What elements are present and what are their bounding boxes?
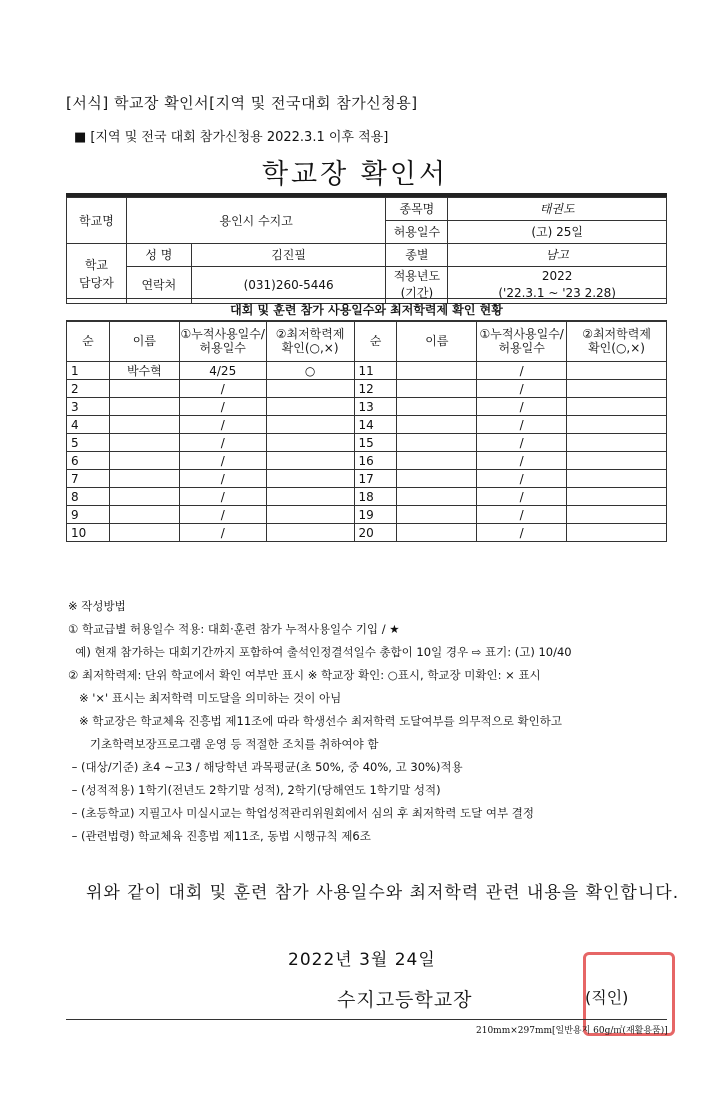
col-days-left: ①누적사용일수/ 허용일수: [179, 321, 266, 362]
cell-l-name: [109, 524, 179, 542]
cell-l-no: 3: [67, 398, 110, 416]
cell-r-days: /: [477, 416, 567, 434]
cell-r-name: [397, 488, 477, 506]
col-days-right: ①누적사용일수/ 허용일수: [477, 321, 567, 362]
instruction-line: 예) 현재 참가하는 대회기간까지 포함하여 출석인정결석일수 총합이 10일 경우 ⇨ 표기: (고) 10/40: [68, 645, 572, 659]
table-row: [67, 434, 667, 452]
cell-r-no: 17: [354, 470, 397, 488]
instruction-line: ② 최저학력제: 단위 학교에서 확인 여부만 표시 ※ 학교장 확인: ○표시, 학교장 미확인: × 표시: [68, 668, 541, 682]
cell-l-days: /: [179, 452, 266, 470]
bottom-rule: [66, 1019, 667, 1020]
cell-l-days: 4/25: [179, 362, 266, 380]
cell-l-no: 4: [67, 416, 110, 434]
cell-r-name: [397, 416, 477, 434]
cell-r-days: /: [477, 470, 567, 488]
instruction-line: ※ 작성방법: [68, 599, 126, 613]
gender-label: 종별: [386, 244, 448, 267]
table-header-row: [67, 321, 667, 362]
cell-l-days: /: [179, 524, 266, 542]
name-value: 김진필: [191, 244, 386, 267]
table-row: [67, 398, 667, 416]
table-row: [67, 416, 667, 434]
cell-r-no: 12: [354, 380, 397, 398]
contact-label: 연락처: [126, 267, 191, 304]
instruction-line: – (성적적용) 1학기(전년도 2학기말 성적), 2학기(당해연도 1학기말 성적): [68, 783, 441, 797]
cell-l-no: 8: [67, 488, 110, 506]
cell-l-days: /: [179, 488, 266, 506]
instructions: [68, 595, 678, 848]
cell-l-no: 9: [67, 506, 110, 524]
cell-r-name: [397, 434, 477, 452]
cell-l-check: ○: [266, 362, 354, 380]
cell-l-days: /: [179, 470, 266, 488]
table-row: [67, 524, 667, 542]
cell-r-name: [397, 362, 477, 380]
cell-r-days: /: [477, 506, 567, 524]
cell-r-days: /: [477, 434, 567, 452]
cell-r-no: 13: [354, 398, 397, 416]
cell-l-check: [266, 506, 354, 524]
cell-r-name: [397, 380, 477, 398]
cell-r-check: [567, 488, 667, 506]
name-label: 성 명: [126, 244, 191, 267]
cell-r-name: [397, 470, 477, 488]
cell-r-check: [567, 434, 667, 452]
allowed-days-label: 허용일수: [386, 221, 448, 244]
allowed-days-value: (고) 25일: [448, 221, 667, 244]
seal-label: (직인): [585, 988, 629, 1007]
period-value: ('22.3.1 ~ '23 2.28): [498, 286, 616, 300]
cell-r-name: [397, 506, 477, 524]
cell-r-name: [397, 524, 477, 542]
cell-l-no: 5: [67, 434, 110, 452]
cell-r-days: /: [477, 380, 567, 398]
cell-r-days: /: [477, 524, 567, 542]
cell-r-check: [567, 416, 667, 434]
cell-l-check: [266, 470, 354, 488]
cell-r-check: [567, 398, 667, 416]
cell-l-no: 7: [67, 470, 110, 488]
cell-r-name: [397, 452, 477, 470]
year-value: 2022: [541, 269, 573, 283]
instruction-line: ※ 학교장은 학교체육 진흥법 제11조에 따라 학생선수 최저학력 도달여부를 의무적으로 확인하고: [68, 714, 562, 728]
col-check-left: ②최저학력제 확인(○,×): [266, 321, 354, 362]
cell-l-check: [266, 524, 354, 542]
school-head: 수지고등학교장: [337, 989, 473, 1011]
col-no-right: 순: [354, 321, 397, 362]
col-no-left: 순: [67, 321, 110, 362]
cell-l-no: 2: [67, 380, 110, 398]
cell-r-days: /: [477, 398, 567, 416]
cell-l-name: [109, 452, 179, 470]
table-row: [67, 452, 667, 470]
contact-value: (031)260-5446: [191, 267, 386, 304]
table-row: [67, 506, 667, 524]
page-title: 학교장 확인서: [261, 159, 449, 190]
cell-r-check: [567, 470, 667, 488]
instruction-line: – (대상/기준) 초4 ~고3 / 해당학년 과목평균(초 50%, 중 40%, 고 30%)적용: [68, 760, 463, 774]
cell-r-name: [397, 398, 477, 416]
year-label: 적용년도 (기간): [386, 267, 448, 304]
school-value: 용인시 수지고: [126, 198, 386, 244]
cell-r-no: 18: [354, 488, 397, 506]
cell-r-check: [567, 524, 667, 542]
cell-l-name: [109, 434, 179, 452]
cell-l-days: /: [179, 434, 266, 452]
col-name-right: 이름: [397, 321, 477, 362]
cell-r-check: [567, 380, 667, 398]
instruction-line: – (초등학교) 지필고사 미실시교는 학업성적관리위원회에서 심의 후 최저학력 도달 여부 결정: [68, 806, 534, 820]
cell-l-days: /: [179, 380, 266, 398]
cell-l-check: [266, 452, 354, 470]
cell-r-no: 20: [354, 524, 397, 542]
cell-r-check: [567, 452, 667, 470]
cell-r-days: /: [477, 488, 567, 506]
cell-l-no: 1: [67, 362, 110, 380]
cell-r-no: 15: [354, 434, 397, 452]
col-check-right: ②최저학력제 확인(○,×): [567, 321, 667, 362]
issue-date: 2022년 3월 24일: [288, 950, 436, 970]
cell-l-name: [109, 506, 179, 524]
confirm-statement: 위와 같이 대회 및 훈련 참가 사용일수와 최저학력 관련 내용을 확인합니다.: [86, 883, 680, 903]
instruction-line: – (관련법령) 학교체육 진흥법 제11조, 동법 시행규칙 제6조: [68, 829, 371, 843]
cell-l-days: /: [179, 416, 266, 434]
list-banner: 대회 및 훈련 참가 사용일수와 최저학력제 확인 현황: [66, 298, 667, 322]
instruction-line: 기초학력보장프로그램 운영 등 적절한 조치를 취하여야 함: [68, 737, 379, 751]
cell-l-check: [266, 380, 354, 398]
school-label: 학교명: [67, 198, 127, 244]
table-row: [67, 488, 667, 506]
cell-l-name: 박수혁: [109, 362, 179, 380]
cell-r-no: 11: [354, 362, 397, 380]
cell-l-check: [266, 398, 354, 416]
cell-l-check: [266, 434, 354, 452]
cell-l-days: /: [179, 506, 266, 524]
table-row: [67, 362, 667, 380]
athlete-list-table: [66, 320, 667, 542]
table-row: [67, 380, 667, 398]
form-subtitle: ■ [지역 및 전국 대회 참가신청용 2022.3.1 이후 적용]: [74, 130, 389, 145]
event-value: 태권도: [448, 198, 667, 221]
paper-spec: 210mm×297mm[일반용지 60g/㎡(재활용품)]: [476, 1026, 668, 1036]
cell-r-no: 19: [354, 506, 397, 524]
staff-label: 학교 담당자: [67, 244, 127, 304]
cell-l-days: /: [179, 398, 266, 416]
col-name-left: 이름: [109, 321, 179, 362]
cell-l-no: 10: [67, 524, 110, 542]
cell-l-name: [109, 470, 179, 488]
cell-l-name: [109, 398, 179, 416]
cell-l-no: 6: [67, 452, 110, 470]
cell-r-check: [567, 506, 667, 524]
cell-r-days: /: [477, 452, 567, 470]
table-row: [67, 470, 667, 488]
form-title: [서식] 학교장 확인서[지역 및 전국대회 참가신청용]: [66, 94, 418, 112]
school-info-table: [66, 197, 667, 304]
gender-value: 남고: [448, 244, 667, 267]
cell-l-name: [109, 416, 179, 434]
instruction-line: ※ '×' 표시는 최저학력 미도달을 의미하는 것이 아님: [68, 691, 342, 705]
cell-l-name: [109, 380, 179, 398]
cell-l-check: [266, 488, 354, 506]
instruction-line: ① 학교급별 허용일수 적용: 대회·훈련 참가 누적사용일수 기입 / ★: [68, 622, 400, 636]
cell-l-check: [266, 416, 354, 434]
cell-r-check: [567, 362, 667, 380]
cell-r-no: 16: [354, 452, 397, 470]
cell-l-name: [109, 488, 179, 506]
cell-r-days: /: [477, 362, 567, 380]
event-label: 종목명: [386, 198, 448, 221]
cell-r-no: 14: [354, 416, 397, 434]
